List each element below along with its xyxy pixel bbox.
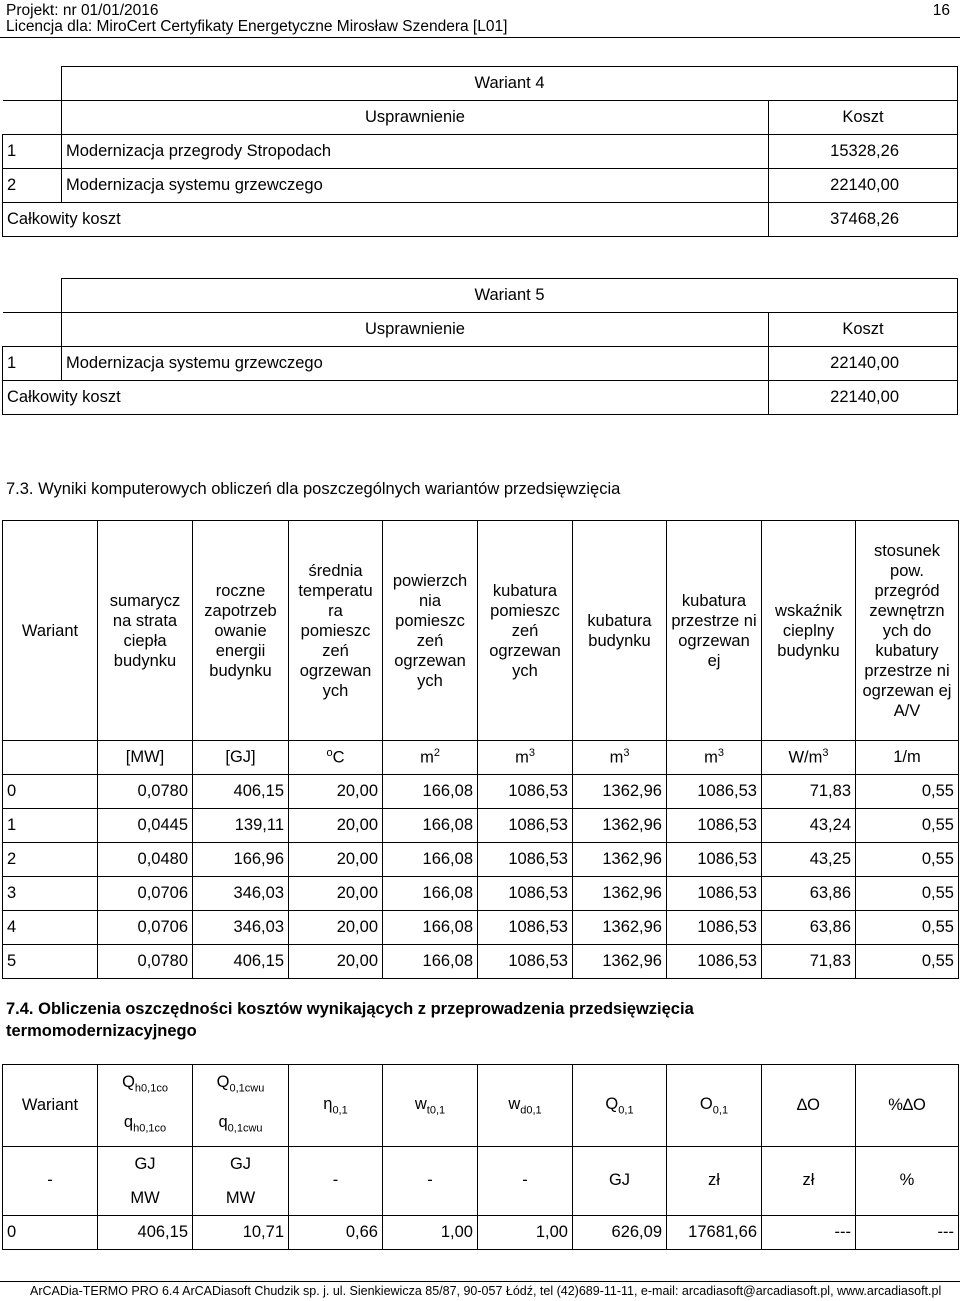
table-row [3,809,959,843]
table-cell: 166,08 [383,809,478,843]
table-cell: 166,08 [383,945,478,979]
col-qcw: $Q_{0,1cwu}$ $q_{0,1cwu}$ [193,1065,289,1147]
wariant5-col-improvement: Usprawnienie [62,313,769,347]
table-cell: 20,00 [289,911,383,945]
table-cell: 0,0780 [98,945,193,979]
table-cell: 43,24 [762,809,856,843]
table-cell: 0,0480 [98,843,193,877]
table-cell: 1086,53 [478,945,573,979]
table-cell: 5 [3,945,98,979]
table-cell: 20,00 [289,843,383,877]
table-row: 2 Modernizacja systemu grzewczego 22140,00 [3,169,958,203]
col-eta: $\eta_{0,1}$ [289,1065,383,1147]
col-pct-delta-o: %∆O [856,1065,959,1147]
table-cell: 3 [3,877,98,911]
table-cell: 1086,53 [667,911,762,945]
license-label: Licencja dla: MiroCert Certyfikaty Energetyczne Mirosław Szendera [L01] [6,18,508,35]
table-row [3,877,959,911]
table-cell: 406,15 [193,775,289,809]
wariant4-title: Wariant 4 [62,67,958,101]
table-cell: 166,08 [383,877,478,911]
savings-table [2,1064,959,1250]
table-cell: 1086,53 [667,809,762,843]
table-cell: 4 [3,911,98,945]
table-cell: 0 [3,775,98,809]
col-av: stosunek pow. przegród zewnętrzn ych do kubatury przestrze ni ogrzewan ej A/V [856,521,959,741]
table-cell: 20,00 [289,877,383,911]
table-cell: 71,83 [762,945,856,979]
table-row: 0 406,15 10,71 0,66 1,00 1,00 626,09 17681,66 --- --- [3,1215,959,1249]
col-q01: $Q_{0,1}$ [573,1065,667,1147]
table-cell: 0,0706 [98,877,193,911]
table-cell: 2 [3,843,98,877]
table-cell: 166,96 [193,843,289,877]
wariant4-table [2,66,958,237]
table-cell: 346,03 [193,877,289,911]
table-cell: 166,08 [383,775,478,809]
table-cell: 1086,53 [478,911,573,945]
table-row: 1 Modernizacja przegrody Stropodach 15328,26 [3,135,958,169]
table-cell: 1362,96 [573,911,667,945]
col-vol-space: kubatura przestrze ni ogrzewan ej [667,521,762,741]
table-cell: 1362,96 [573,809,667,843]
table-cell: 20,00 [289,945,383,979]
col-vol-heated: kubatura pomieszc zeń ogrzewan ych [478,521,573,741]
table-cell: 0,55 [856,911,959,945]
wariant4-col-improvement: Usprawnienie [62,101,769,135]
table-cell: 0,55 [856,843,959,877]
table-row [3,945,959,979]
col-temp: średnia temperatu ra pomieszc zeń ogrzewan ych [289,521,383,741]
table-cell: 1362,96 [573,775,667,809]
units-row: [MW] [GJ] $^o$C $m^2$ $m^3$ $m^3$ $m^3$ $W/m^3$ 1/m [3,741,959,775]
table-cell: 63,86 [762,911,856,945]
table-cell: 20,00 [289,809,383,843]
col-wt: $w_{t0,1}$ [383,1065,478,1147]
table-cell: 43,25 [762,843,856,877]
col-wariant: Wariant [3,521,98,741]
table-cell: 1086,53 [478,775,573,809]
table-cell: 20,00 [289,775,383,809]
table-row [3,843,959,877]
total-row: Całkowity koszt 22140,00 [3,381,958,415]
col-index: wskaźnik cieplny budynku [762,521,856,741]
wariant5-table [2,278,958,415]
col-wariant: Wariant [3,1065,98,1147]
table-cell: 0,55 [856,877,959,911]
col-energy: roczne zapotrzeb owanie energii budynku [193,521,289,741]
total-row: Całkowity koszt 37468,26 [3,203,958,237]
col-vol-building: kubatura budynku [573,521,667,741]
table-cell: 1362,96 [573,843,667,877]
col-qh: $Q_{h0,1co}$ $q_{h0,1co}$ [98,1065,193,1147]
page-number: 16 [932,2,950,19]
wariant5-col-cost: Koszt [769,313,958,347]
section-7-4-heading-line2: termomodernizacyjnego [6,1022,197,1040]
table-cell: 139,11 [193,809,289,843]
table-cell: 1086,53 [478,877,573,911]
table-row [3,911,959,945]
col-delta-o: ∆O [762,1065,856,1147]
col-area: powierzch nia pomieszc zeń ogrzewan ych [383,521,478,741]
footer-rule [0,1281,960,1282]
wariant4-col-cost: Koszt [769,101,958,135]
table-cell: 1362,96 [573,945,667,979]
table-cell: 0,55 [856,945,959,979]
table-cell: 346,03 [193,911,289,945]
footer-text: ArCADia-TERMO PRO 6.4 ArCADiasoft Chudzik sp. j. ul. Sienkiewicza 85/87, 90-057 Łódź, tel (42)689-11-11, e-mail: arcadiasoft@arcadiasoft.pl, www.arcadiasoft.pl [30,1284,942,1298]
table-cell: 1086,53 [478,809,573,843]
col-o01: $O_{0,1}$ [667,1065,762,1147]
wariant5-title: Wariant 5 [62,279,958,313]
table-cell: 0,0706 [98,911,193,945]
col-wd: $w_{d0,1}$ [478,1065,573,1147]
table-cell: 1086,53 [667,775,762,809]
table-cell: 0,55 [856,775,959,809]
units-row: - GJ MW GJ MW - - - GJ zł zł % [3,1146,959,1215]
section-7-3-heading: 7.3. Wyniki komputerowych obliczeń dla poszczególnych wariantów przedsięwzięcia [6,480,621,498]
table-cell: 166,08 [383,911,478,945]
table-cell: 1 [3,809,98,843]
table-cell: 1086,53 [667,877,762,911]
table-row [3,775,959,809]
table-cell: 0,0780 [98,775,193,809]
table-row: 1 Modernizacja systemu grzewczego 22140,00 [3,347,958,381]
table-cell: 406,15 [193,945,289,979]
table-cell: 0,55 [856,809,959,843]
table-cell: 166,08 [383,843,478,877]
col-heat-loss: sumarycz na strata ciepła budynku [98,521,193,741]
table-cell: 1086,53 [667,945,762,979]
results-table [2,520,959,979]
header-rule [0,37,960,38]
table-cell: 0,0445 [98,809,193,843]
table-cell: 1086,53 [478,843,573,877]
section-7-4-heading-line1: 7.4. Obliczenia oszczędności kosztów wynikających z przeprowadzenia przedsięwzięcia [6,1000,694,1018]
table-cell: 63,86 [762,877,856,911]
table-cell: 1086,53 [667,843,762,877]
table-cell: 1362,96 [573,877,667,911]
project-label: Projekt: nr 01/01/2016 [6,2,159,19]
table-cell: 71,83 [762,775,856,809]
